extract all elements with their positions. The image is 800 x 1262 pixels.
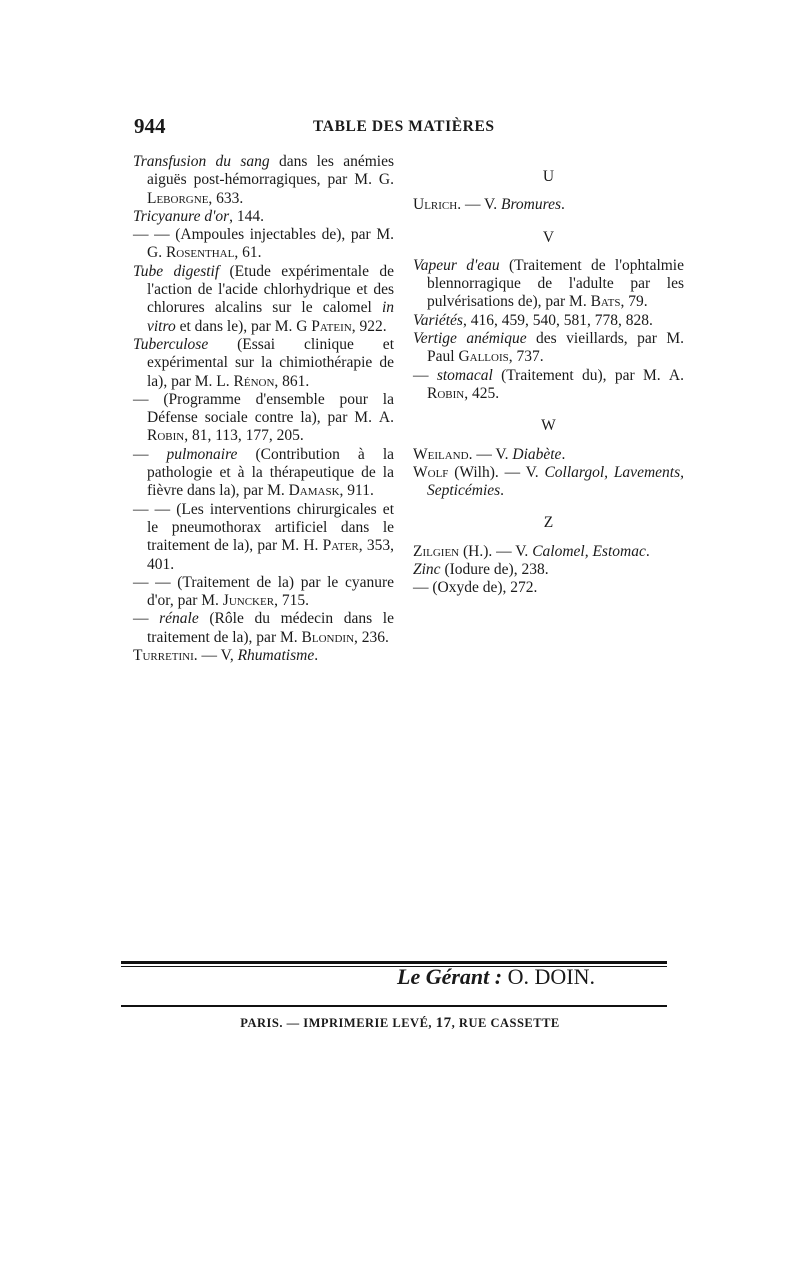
gerant-signature xyxy=(397,964,595,990)
entry-text: (Essai clinique et expérimental sur la chimiothérapie de la), par M. xyxy=(147,335,394,390)
entry-author-name: G. Leborgne xyxy=(147,171,394,207)
entry-text: , 737. xyxy=(508,348,544,366)
entry-text: . — V, xyxy=(193,647,238,665)
index-entry xyxy=(413,446,684,464)
entry-author-name: Turretini xyxy=(133,647,194,665)
index-entry xyxy=(413,257,684,312)
entry-text: . — V. xyxy=(468,445,513,463)
section-letter: U xyxy=(542,168,555,185)
entry-text: , 353, 401. xyxy=(147,537,395,573)
entry-italic-text: Tuberculose xyxy=(133,335,209,353)
entry-italic-text: Zinc xyxy=(413,561,441,579)
index-entry xyxy=(413,312,684,330)
entry-author-name: A. Robin xyxy=(427,366,684,402)
entry-italic-text: pulmonaire xyxy=(166,445,238,463)
entry-italic-text: Bromures xyxy=(501,196,561,214)
entry-italic-text: Rhumatisme xyxy=(237,647,315,665)
entry-text: — (Oxyde de), 272. xyxy=(413,579,538,597)
entry-author-name: Weiland xyxy=(413,445,469,463)
entry-italic-text: Calomel, Estomac xyxy=(532,542,646,560)
index-column-left xyxy=(133,153,394,665)
imprint-street-number: 17 xyxy=(435,1015,452,1031)
entry-text: , 79. xyxy=(620,293,648,311)
index-entry xyxy=(413,561,684,579)
entry-italic-text: stomacal xyxy=(436,366,493,384)
index-entry xyxy=(133,336,394,391)
entry-text: , 922. xyxy=(351,317,387,335)
section-letter: V xyxy=(542,228,555,246)
entry-text: (Rôle du médecin dans le traitement de la), par M. xyxy=(147,610,394,646)
index-entry xyxy=(133,446,394,501)
entry-italic-text: Transfusion du sang xyxy=(133,153,270,170)
index-entry xyxy=(413,196,684,214)
imprint-text-a: PARIS. — IMPRIMERIE LEVÉ, xyxy=(240,1016,436,1030)
page-number: 944 xyxy=(134,114,166,138)
entry-text: , 425. xyxy=(464,384,500,402)
entry-text: (Iodure de), 238. xyxy=(440,561,549,579)
running-head: TABLE DES MATIÈRES xyxy=(313,118,495,135)
entry-author-name: Blondin xyxy=(301,628,355,646)
entry-text: , 911. xyxy=(339,482,374,500)
entry-author-name: G Patein xyxy=(296,317,352,335)
entry-italic-text: Vapeur d'eau xyxy=(413,256,500,274)
entry-italic-text: rénale xyxy=(159,610,199,628)
entry-author-name: Wolf xyxy=(413,463,449,481)
entry-author-name: Ulrich xyxy=(413,196,458,214)
entry-text: (Wilh). — V. xyxy=(448,463,545,481)
index-entry xyxy=(133,610,394,647)
gerant-label: Le Gérant : xyxy=(397,964,503,989)
entry-author-name: G. Rosenthal xyxy=(147,244,235,262)
index-entry xyxy=(413,464,684,501)
entry-text: (H.). — V. xyxy=(459,542,533,560)
index-entry xyxy=(413,579,684,597)
index-entry xyxy=(133,153,394,208)
entry-text: — xyxy=(133,610,160,628)
entry-text: — — (Ampoules injectables de), par M. xyxy=(133,226,394,244)
entry-text: — (Programme d'ensemble pour la Défense sociale contre la), par M. xyxy=(133,390,394,427)
entry-author-name: L. Rénon xyxy=(216,372,275,390)
entry-author-name: Gallois xyxy=(458,348,509,366)
section-letter: W xyxy=(541,417,556,435)
entry-author-name: Damask xyxy=(288,482,340,500)
gerant-name: O. DOIN. xyxy=(502,964,595,989)
index-entry xyxy=(133,208,394,226)
index-entry xyxy=(133,501,394,574)
section-letter: Z xyxy=(543,514,554,532)
entry-author-name: Zilgien xyxy=(413,542,460,560)
index-entry xyxy=(133,226,394,263)
entry-italic-text: Tube digestif xyxy=(133,262,220,280)
entry-text: . xyxy=(314,647,319,665)
entry-text: et dans le), par M. xyxy=(175,317,297,335)
entry-author-name: H. Pater xyxy=(303,537,359,555)
entry-italic-text: Vertige anémique xyxy=(413,330,527,348)
entry-text: , 236. xyxy=(354,628,389,646)
entry-italic-text: in vitro xyxy=(147,299,394,335)
entry-text: , 81, 113, 177, 205. xyxy=(184,427,304,445)
entry-author-name: Juncker xyxy=(222,592,275,610)
index-column-right xyxy=(413,153,684,598)
entry-text: (Etude expérimentale de l'action de l'acide chlorhydrique et des chlorures alcalins sur le calomel xyxy=(147,262,394,317)
index-entry xyxy=(413,330,684,367)
entry-text: , 144. xyxy=(229,207,265,225)
entry-italic-text: Variétés xyxy=(413,311,463,329)
entry-text: , 715. xyxy=(274,592,309,610)
index-entry xyxy=(133,391,394,446)
index-entry xyxy=(413,367,684,404)
entry-text: — xyxy=(133,445,167,463)
entry-text: . xyxy=(561,445,566,463)
entry-author-name: A. Robin xyxy=(147,409,394,445)
entry-italic-text: Collargol, Lavements, Septicémies xyxy=(427,463,684,500)
entry-text: . xyxy=(645,542,650,560)
index-entry xyxy=(133,263,394,336)
footer-rule-bottom xyxy=(121,1005,667,1007)
entry-text: — — (Traitement de la) par le cyanure d'or, par M. xyxy=(133,573,394,610)
entry-text: — — (Les interventions chirurgicales et le pneumothorax artificiel dans le traitement de la), par M. xyxy=(133,500,394,555)
entry-text: (Traitement du), par M. xyxy=(492,366,669,384)
entry-author-name: Bats xyxy=(590,293,621,311)
entry-italic-text: Diabète xyxy=(512,445,562,463)
index-entry xyxy=(133,574,394,611)
entry-text: , 416, 459, 540, 581, 778, 828. xyxy=(462,311,653,329)
entry-text: . xyxy=(500,482,505,500)
entry-text: (Contribution à la pathologie et à la thérapeutique de la fièvre dans la), par M. xyxy=(147,445,395,500)
entry-italic-text: Tricyanure d'or xyxy=(133,207,230,225)
printer-imprint xyxy=(0,1015,800,1032)
entry-text: , 61. xyxy=(234,244,262,262)
imprint-text-b: , RUE CASSETTE xyxy=(451,1016,560,1030)
entry-text: — xyxy=(413,366,437,384)
entry-text: dans les anémies aiguës post-hémorragiques, par M. xyxy=(147,153,394,189)
index-entry xyxy=(133,647,394,665)
index-entry xyxy=(413,543,684,561)
entry-text: . — V. xyxy=(457,196,501,214)
entry-text: . xyxy=(561,196,565,214)
entry-text: , 633. xyxy=(208,189,244,207)
entry-text: , 861. xyxy=(274,372,310,390)
entry-text: des vieillards, par M. Paul xyxy=(427,330,684,366)
entry-text: (Traitement de l'ophtalmie blennorragique de l'adulte par les pulvérisations de), par M. xyxy=(427,256,684,311)
